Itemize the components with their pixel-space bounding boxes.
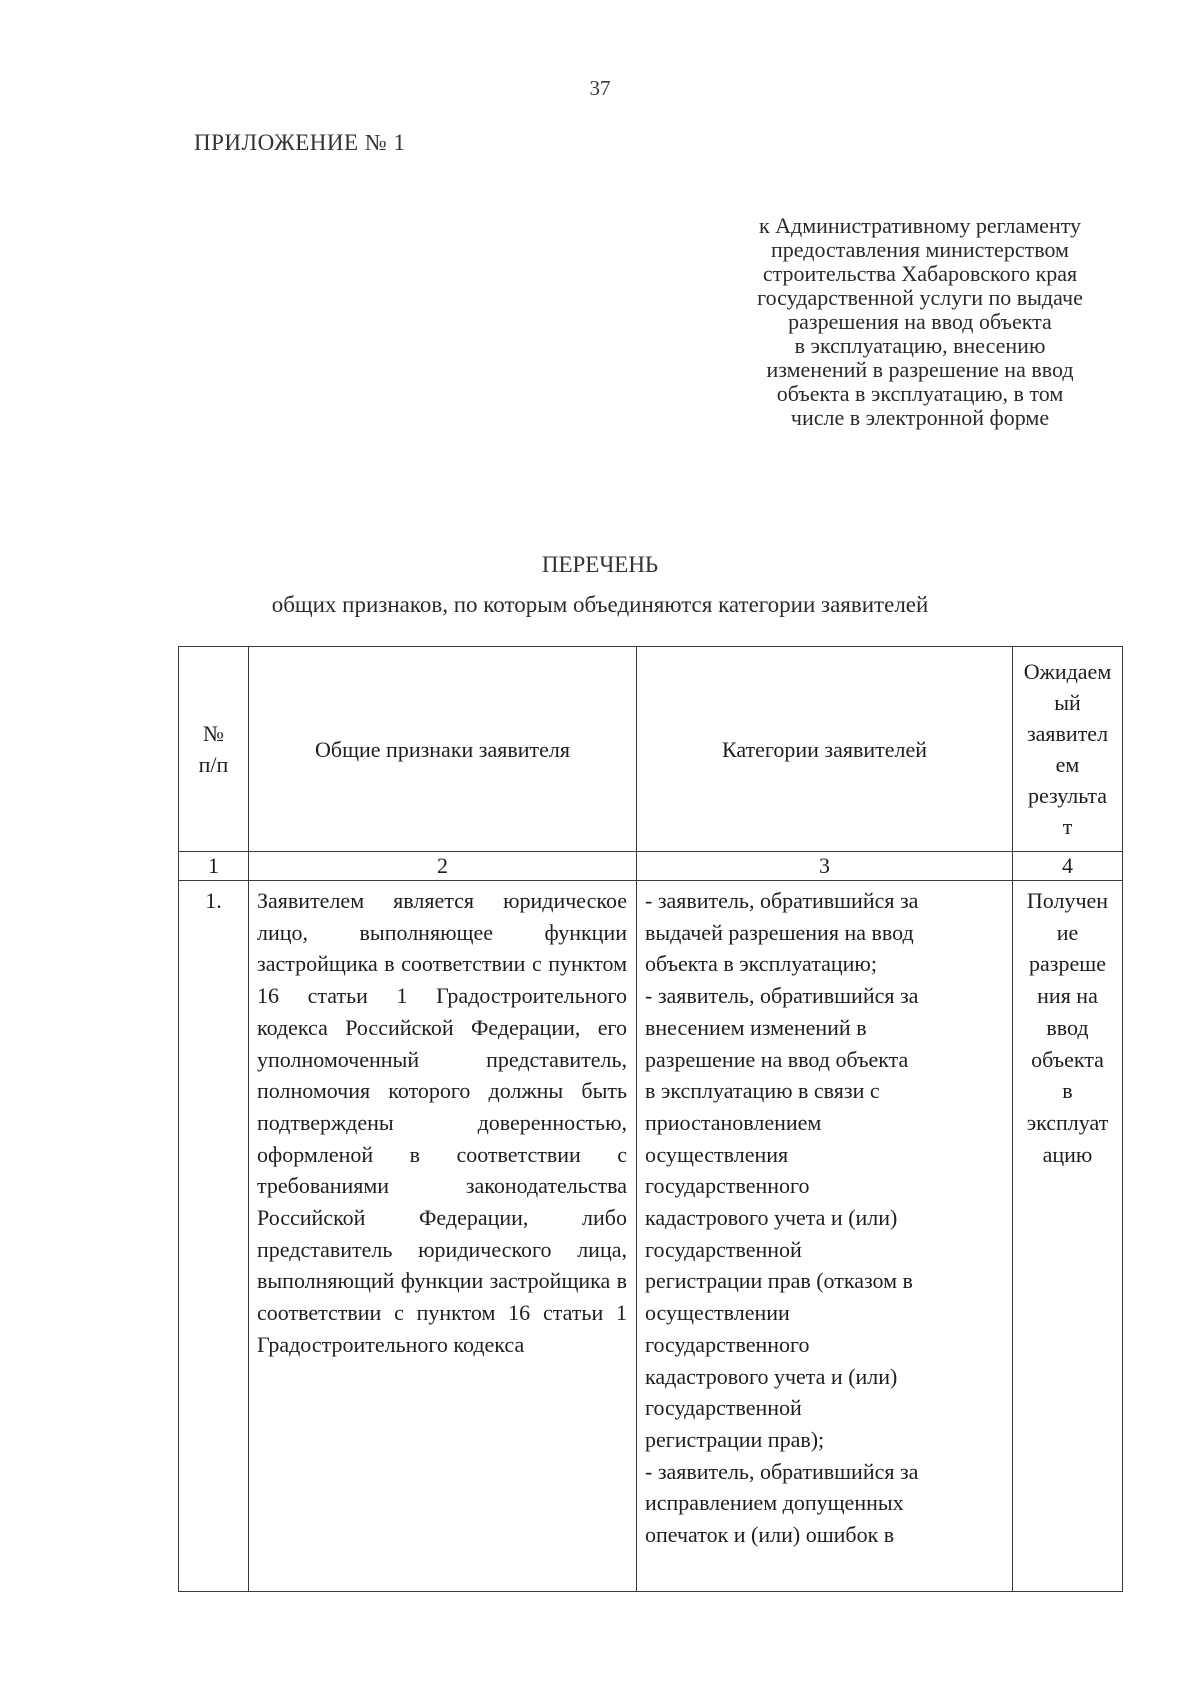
header-result-line: т	[1062, 814, 1073, 839]
category-line: - заявитель, обратившийся за	[645, 888, 919, 913]
reference-line: предоставления министерством	[771, 237, 1069, 262]
category-line: кадастрового учета и (или)	[645, 1363, 898, 1389]
column-index: 4	[1013, 852, 1123, 881]
category-line: регистрации прав (отказом в	[645, 1268, 913, 1294]
reference-line: разрешения на ввод объекта	[788, 309, 1052, 334]
header-result-line: заявител	[1026, 721, 1109, 746]
category-line: исправлением допущенных	[645, 1490, 904, 1516]
row-number: 1.	[179, 881, 249, 1592]
applicant-criteria-table	[178, 646, 1123, 1592]
category-line: государственной	[645, 1395, 802, 1421]
result-line: разреше	[1029, 951, 1106, 977]
category-line: - заявитель, обратившийся за	[645, 1458, 919, 1484]
category-line: регистрации прав);	[645, 1426, 825, 1452]
row-categories	[637, 881, 1013, 1592]
category-line: выдачей разрешения на ввод	[645, 919, 914, 945]
category-line: государственного	[645, 1173, 810, 1199]
category-line: опечаток и (или) ошибок в	[645, 1522, 895, 1548]
reference-line: строительства Хабаровского края	[762, 261, 1078, 286]
category-line: - заявитель, обратившийся за	[645, 983, 919, 1009]
header-expected-result	[1013, 647, 1123, 852]
result-line: ния на	[1037, 983, 1098, 1009]
reference-line: к Административному регламенту	[758, 213, 1082, 238]
category-line: кадастрового учета и (или)	[645, 1205, 898, 1231]
column-index-row	[179, 852, 1123, 881]
row-expected-result	[1013, 881, 1123, 1592]
header-result-line: Ожидаем	[1023, 659, 1112, 684]
result-line: ацию	[1042, 1141, 1093, 1167]
category-line: объекта в эксплуатацию;	[645, 951, 877, 977]
column-index: 2	[249, 852, 637, 881]
category-line: государственного	[645, 1331, 810, 1357]
category-line: осуществления	[645, 1141, 789, 1167]
table-header-row	[179, 647, 1123, 852]
appendix-heading: ПРИЛОЖЕНИЕ № 1	[194, 130, 406, 155]
result-line: Получен	[1026, 888, 1109, 913]
header-result-line: ый	[1054, 690, 1081, 715]
category-line: внесением изменений в	[645, 1014, 867, 1040]
category-line: приостановлением	[645, 1109, 822, 1135]
result-line: объекта	[1031, 1046, 1104, 1072]
header-number	[179, 647, 249, 852]
header-categories: Категории заявителей	[637, 647, 1013, 852]
header-number-line: №	[203, 721, 224, 746]
document-subtitle: общих признаков, по которым объединяются категории заявителей	[271, 592, 929, 617]
category-line: в эксплуатацию в связи с	[645, 1078, 880, 1104]
column-index: 3	[637, 852, 1013, 881]
document-title: ПЕРЕЧЕНЬ	[541, 552, 659, 577]
header-number-line: п/п	[198, 752, 229, 777]
header-result-line: ем	[1055, 752, 1080, 777]
regulation-reference	[700, 214, 1140, 430]
column-index: 1	[179, 852, 249, 881]
header-common-signs: Общие признаки заявителя	[249, 647, 637, 852]
reference-line: государственной услуги по выдаче	[757, 285, 1083, 310]
result-line: ввод	[1046, 1014, 1089, 1040]
category-line: осуществлении	[645, 1300, 790, 1326]
table-row	[179, 881, 1123, 1592]
reference-line: объекта в эксплуатацию, в том	[776, 381, 1064, 406]
result-line: эксплуат	[1026, 1109, 1109, 1135]
result-line: ие	[1056, 919, 1079, 945]
reference-line: изменений в разрешение на ввод	[766, 357, 1074, 382]
header-result-line: результа	[1027, 783, 1108, 808]
row-common-signs: Заявителем является юридическое лицо, выполняющее функции застройщика в соответствии с пунктом 16 статьи 1 Градостроительного кодекса Российской Федерации, его уполномоченный представитель, полномочия которого должны быть подтверждены доверенностью, оформленой в соответствии с требованиями законодательства Российской Федерации, либо представитель юридического лица, выполняющий функции застройщика в соответствии с пунктом 16 статьи 1 Градостроительного кодекса	[249, 881, 637, 1592]
reference-line: в эксплуатацию, внесению	[794, 333, 1046, 358]
reference-line: числе в электронной форме	[790, 405, 1050, 430]
category-line: государственной	[645, 1236, 802, 1262]
result-line: в	[1062, 1078, 1073, 1104]
category-line: разрешение на ввод объекта	[645, 1046, 909, 1072]
page-number: 37	[589, 76, 611, 100]
